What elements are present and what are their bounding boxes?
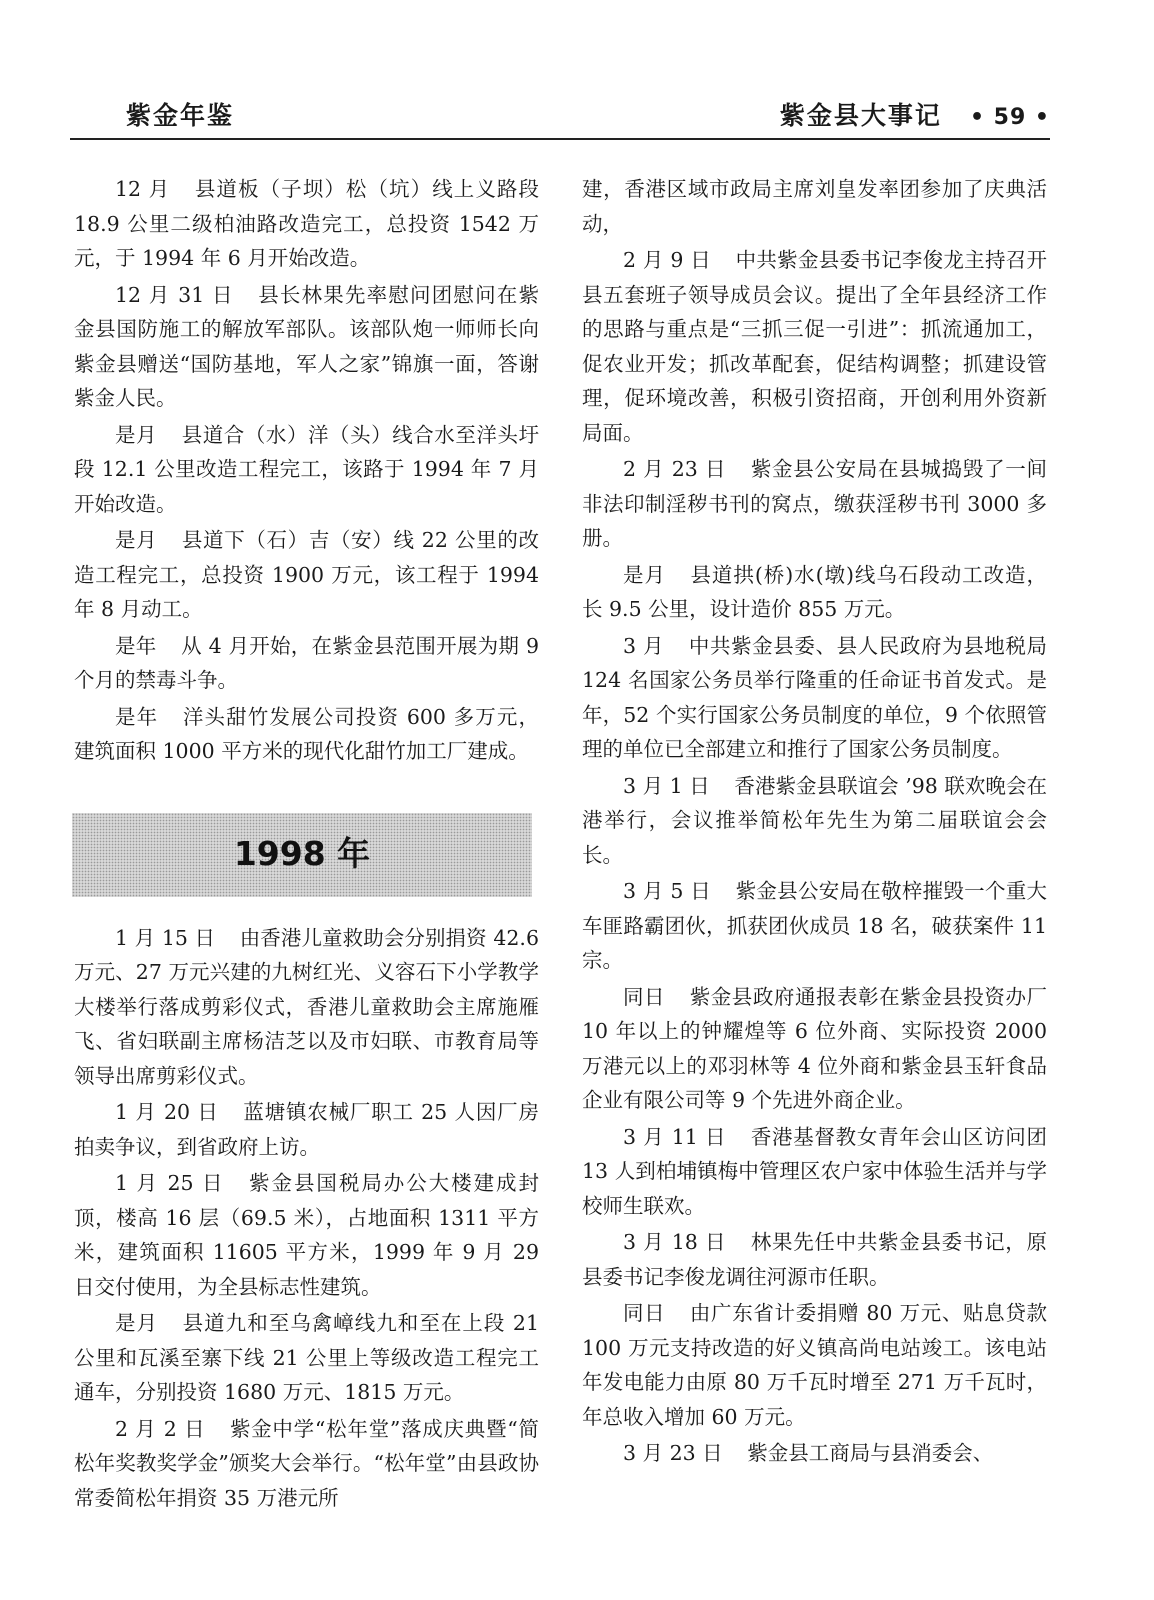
chronicle-entry (74, 1412, 539, 1516)
entry-date: 2 月 23 日 (623, 457, 727, 481)
chronicle-entry (582, 1296, 1047, 1434)
year-heading-box (72, 813, 532, 897)
chronicle-entry (74, 1166, 539, 1304)
entries-1998-continued (582, 243, 1047, 1471)
entry-text: 蓝塘镇农械厂职工 25 人因厂房拍卖争议，到省政府上访。 (74, 1100, 539, 1159)
chronicle-entry (582, 452, 1047, 556)
entry-date: 1 月 15 日 (115, 925, 216, 950)
section-title-group (780, 96, 1050, 132)
entry-date: 12 月 (115, 177, 171, 201)
chronicle-entry (74, 921, 539, 1094)
chronicle-entry (74, 1306, 539, 1410)
chronicle-entry (582, 1120, 1047, 1224)
entry-date: 同日 (623, 984, 666, 1009)
entry-date: 是年 (115, 704, 159, 729)
entry-date: 3 月 11 日 (623, 1124, 727, 1149)
left-column (74, 172, 539, 1517)
entry-date: 3 月 23 日 (623, 1441, 723, 1465)
continuation-text: 建，香港区域市政局主席刘皇发率团参加了庆典活动， (582, 177, 1047, 236)
entry-text: 中共紫金县委书记李俊龙主持召开县五套班子领导成员会议。提出了全年县经济工作的思路与重点是“三抓三促一引进”：抓流通加工，促农业开发；抓改革配套，促结构调整；抓建设管理，促环境改善，积极引资招商，开创利用外资新局面。 (582, 248, 1048, 445)
entry-date: 1 月 25 日 (115, 1171, 225, 1195)
entry-text: 林果先任中共紫金县委书记，原县委书记李俊龙调往河源市任职。 (582, 1230, 1047, 1289)
entry-date: 1 月 20 日 (115, 1100, 219, 1124)
entry-text: 紫金县国税局办公大楼建成封顶，楼高 16 层（69.5 米），占地面积 1311 平方米，建筑面积 11605 平方米，1999 年 9 月 29 日交付使用，为全县标志性建筑。 (74, 1171, 539, 1299)
entry-text: 由广东省计委捐赠 80 万元、贴息贷款 100 万元支持改造的好义镇高尚电站竣工。该电站年发电能力由原 80 万千瓦时增至 271 万千瓦时，年总收入增加 60 万元。 (582, 1301, 1047, 1429)
entries-1998 (74, 921, 539, 1516)
entry-text: 紫金县公安局在敬梓摧毁一个重大车匪路霸团伙，抓获团伙成员 18 名，破获案件 11 宗。 (582, 879, 1048, 972)
chronicle-entry (582, 874, 1047, 978)
entry-text: 县道板（子坝）松（坑）线上义路段 18.9 公里二级柏油路改造完工，总投资 1542 万元，于 1994 年 6 月开始改造。 (74, 177, 540, 270)
entry-date: 2 月 9 日 (623, 248, 712, 272)
entry-date: 是年 (115, 633, 157, 658)
entry-text: 紫金县工商局与县消委会、 (747, 1441, 994, 1465)
entry-text: 县长林果先率慰问团慰问在紫金县国防施工的解放军部队。该部队炮一师师长向紫金县赠送“国防基地，军人之家”锦旗一面，答谢紫金人民。 (74, 282, 539, 410)
entry-date: 3 月 1 日 (623, 773, 710, 798)
right-column (582, 172, 1047, 1473)
entry-date: 是月 (115, 422, 158, 447)
chronicle-entry (582, 769, 1047, 873)
chronicle-entry (74, 700, 539, 769)
book-title: 紫金年鉴 (126, 101, 235, 130)
entry-text: 香港紫金县联谊会 ’98 联欢晚会在港举行，会议推举简松年先生为第二届联谊会会长。 (582, 773, 1048, 867)
entry-text: 紫金县公安局在县城捣毁了一间非法印制淫秽书刊的窝点，缴获淫秽书刊 3000 多册。 (582, 457, 1047, 550)
entry-date: 2 月 2 日 (115, 1416, 206, 1441)
entry-text: 县道拱(桥)水(墩)线乌石段动工改造，长 9.5 公里，设计造价 855 万元。 (582, 562, 1047, 621)
entry-date: 是月 (623, 562, 666, 587)
entry-date: 是月 (115, 528, 158, 552)
entry-date: 同日 (623, 1301, 666, 1325)
section-title: 紫金县大事记 (779, 101, 942, 130)
entry-date: 3 月 18 日 (623, 1230, 727, 1254)
entry-date: 3 月 (623, 633, 665, 658)
entry-text: 县道下（石）吉（安）线 22 公里的改造工程完工，总投资 1900 万元，该工程于 1994 年 8 月动工。 (74, 528, 539, 621)
chronicle-entry (74, 629, 539, 698)
entry-text: 紫金县政府通报表彰在紫金县投资办厂 10 年以上的钟耀煌等 6 位外商、实际投资 2000 万港元以上的邓羽林等 4 位外商和紫金县玉轩食品企业有限公司等 9 个先进外商企业。 (582, 984, 1048, 1112)
entry-text: 县道九和至乌禽嶂线九和至在上段 21 公里和瓦溪至寨下线 21 公里上等级改造工程完工通车，分别投资 1680 万元、1815 万元。 (74, 1311, 540, 1404)
chronicle-entry (74, 278, 539, 416)
chronicle-entry (582, 243, 1047, 450)
chronicle-entry (74, 1095, 539, 1164)
chronicle-entry (74, 172, 539, 276)
page-header (70, 96, 1050, 140)
chronicle-entry (582, 558, 1047, 627)
chronicle-entry (582, 1436, 1047, 1471)
entries-1997 (74, 172, 539, 769)
year-heading: 1998 年 (233, 834, 371, 874)
entry-date: 3 月 5 日 (623, 879, 712, 903)
entry-text: 由香港儿童救助会分别捐资 42.6 万元、27 万元兴建的九树红光、义容石下小学教学大楼举行落成剪彩仪式，香港儿童救助会主席施雁飞、省妇联副主席杨洁芝以及市妇联、市教育局等领导出席剪彩仪式。 (74, 925, 539, 1088)
chronicle-entry (582, 629, 1047, 767)
entry-text: 县道合（水）洋（头）线合水至洋头圩段 12.1 公里改造工程完工，该路于 1994 年 7 月开始改造。 (74, 422, 540, 516)
entry-date: 是月 (115, 1311, 159, 1335)
page-number: • 59 • (969, 105, 1050, 130)
entry-date: 12 月 31 日 (115, 282, 234, 307)
entry-text: 从 4 月开始，在紫金县范围开展为期 9 个月的禁毒斗争。 (74, 633, 539, 692)
chronicle-entry (74, 418, 539, 522)
entry-text: 中共紫金县委、县人民政府为县地税局 124 名国家公务员举行隆重的任命证书首发式。是年，52 个实行国家公务员制度的单位，9 个依照管理的单位已全部建立和推行了国家公务员制度。 (582, 633, 1047, 761)
entry-text: 香港基督教女青年会山区访问团 13 人到柏埔镇梅中管理区农户家中体验生活并与学校师生联欢。 (582, 1124, 1047, 1218)
chronicle-entry (582, 1225, 1047, 1294)
chronicle-entry (582, 980, 1047, 1118)
chronicle-entry (74, 523, 539, 627)
entry-text: 紫金中学“松年堂”落成庆典暨“简松年奖教奖学金”颁奖大会举行。“松年堂”由县政协常委简松年捐资 35 万港元所 (74, 1416, 539, 1510)
entry-text: 洋头甜竹发展公司投资 600 多万元，建筑面积 1000 平方米的现代化甜竹加工厂建成。 (74, 704, 539, 763)
